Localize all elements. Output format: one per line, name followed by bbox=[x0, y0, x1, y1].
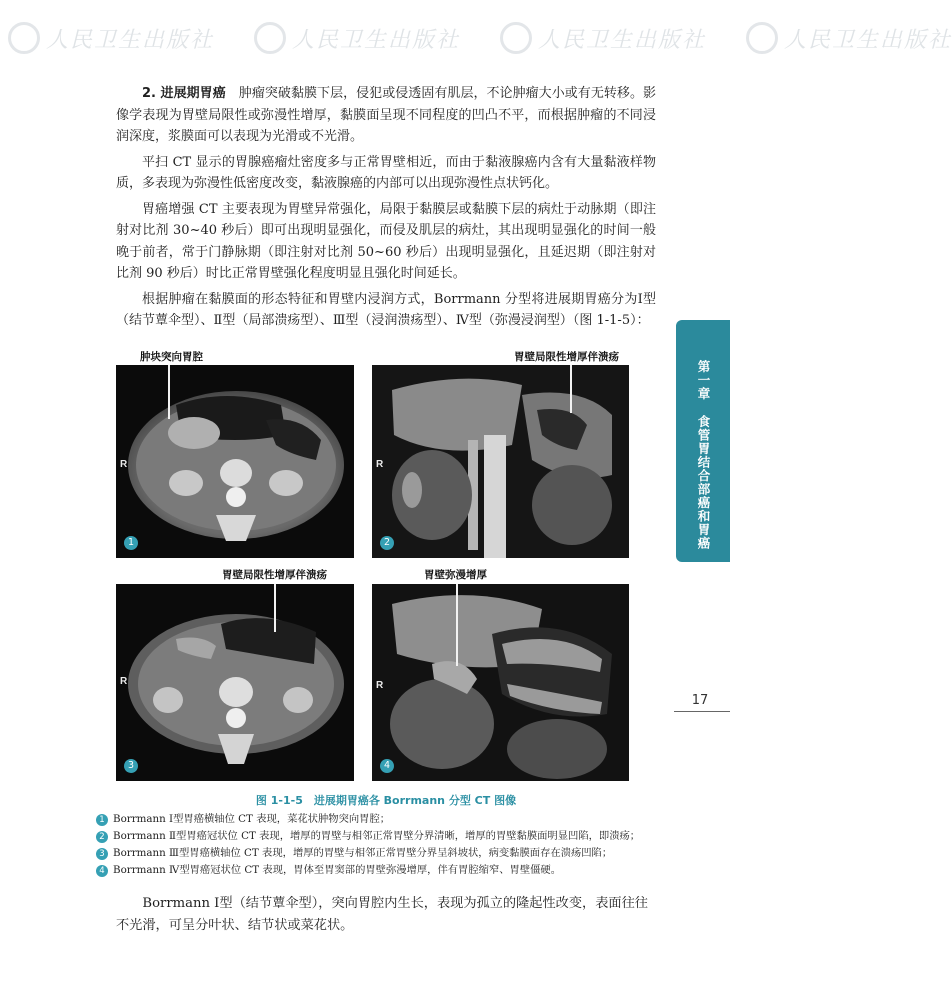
watermark-item: 人民卫生出版社 bbox=[500, 8, 706, 68]
section-body bbox=[116, 83, 656, 332]
legend-item: 4 Borrmann Ⅳ型胃癌冠状位 CT 表现，胃体至胃窦部的胃壁弥漫增厚，伴有胃腔缩窄、胃壁僵硬。 bbox=[96, 862, 656, 879]
watermark-item: 人民卫生出版社 bbox=[8, 8, 214, 68]
watermark-item: 人民卫生出版社 bbox=[254, 8, 460, 68]
legend-number-badge: 2 bbox=[96, 831, 108, 843]
section-body bbox=[116, 893, 656, 937]
paragraph: 胃癌增强 CT 主要表现为胃壁异常强化，局限于黏膜层或黏膜下层的病灶于动脉期（即注射对比剂 30~40 秒后）即可出现明显强化，而侵及肌层的病灶，其出现明显强化的时间一般晚于前者，常于门静脉期（即注射对比剂 50~60 秒后）出现明显强化，且延迟期（即注射对比剂 90 秒后）时比正常胃壁强化程度明显且强化时间延长。 bbox=[116, 201, 656, 281]
annotation-leader-line bbox=[570, 365, 572, 413]
paragraph: 根据肿瘤在黏膜面的形态特征和胃壁内浸润方式，Borrmann 分型将进展期胃癌分为Ⅰ型（结节蕈伞型）、Ⅱ型（局部溃疡型）、Ⅲ型（浸润溃疡型）、Ⅳ型（弥漫浸润型）（图 1-1-5）： bbox=[116, 291, 656, 328]
legend-number-badge: 3 bbox=[96, 848, 108, 860]
chapter-number: 第一章 bbox=[696, 360, 711, 401]
panel-number-badge: 1 bbox=[124, 536, 138, 550]
orientation-marker: R bbox=[120, 676, 128, 687]
legend-number-badge: 1 bbox=[96, 814, 108, 826]
orientation-marker: R bbox=[120, 459, 128, 470]
watermark-item: 人民卫生出版社 bbox=[746, 8, 952, 68]
legend-number-badge: 4 bbox=[96, 865, 108, 877]
orientation-marker: R bbox=[376, 459, 384, 470]
paragraph: Borrmann Ⅰ型（结节蕈伞型），突向胃腔内生长，表现为孤立的隆起性改变，表面往往不光滑，可呈分叶状、结节状或菜花状。 bbox=[116, 896, 648, 933]
ct-image-1 bbox=[116, 365, 354, 558]
coronal-ct-scan bbox=[372, 584, 629, 781]
panel-number-badge: 4 bbox=[380, 759, 394, 773]
ct-image-3 bbox=[116, 584, 354, 781]
panel-number-badge: 3 bbox=[124, 759, 138, 773]
ct-image-4 bbox=[372, 584, 629, 781]
paragraph: 平扫 CT 显示的胃腺癌瘤灶密度多与正常胃壁相近，而由于黏液腺癌内含有大量黏液样物质，多表现为弥漫性低密度改变，黏液腺癌的内部可以出现弥漫性点状钙化。 bbox=[116, 154, 656, 191]
legend-item: 3 Borrmann Ⅲ型胃癌横轴位 CT 表现，增厚的胃壁与相邻正常胃壁分界呈斜坡状，病变黏膜面存在溃疡凹陷； bbox=[96, 845, 656, 862]
legend-item: 2 Borrmann Ⅱ型胃癌冠状位 CT 表现，增厚的胃壁与相邻正常胃壁分界清晰，增厚的胃壁黏膜面明显凹陷，即溃疡； bbox=[96, 828, 656, 845]
figure-annotation: 胃壁弥漫增厚 bbox=[424, 569, 487, 581]
figure-caption-title: 图 1-1-5 进展期胃癌各 Borrmann 分型 CT 图像 bbox=[255, 794, 517, 807]
page-number-rule bbox=[674, 711, 730, 712]
chapter-title: 食管胃结合部癌和胃癌 bbox=[696, 414, 711, 550]
page-number: 17 bbox=[691, 693, 709, 708]
figure-legend bbox=[96, 811, 656, 879]
legend-item: 1 Borrmann Ⅰ型胃癌横轴位 CT 表现，菜花状肿物突向胃腔； bbox=[96, 811, 656, 828]
chapter-tab bbox=[676, 320, 730, 562]
publisher-seal-icon bbox=[8, 22, 40, 54]
section-heading: 2. 进展期胃癌 bbox=[142, 86, 226, 101]
watermark bbox=[0, 8, 952, 68]
publisher-seal-icon bbox=[746, 22, 778, 54]
orientation-marker: R bbox=[376, 680, 384, 691]
annotation-leader-line bbox=[456, 584, 458, 666]
annotation-leader-line bbox=[274, 584, 276, 632]
coronal-ct-scan bbox=[372, 365, 629, 558]
figure-annotation: 肿块突向胃腔 bbox=[140, 351, 203, 363]
annotation-leader-line bbox=[168, 365, 170, 419]
publisher-seal-icon bbox=[254, 22, 286, 54]
axial-ct-scan bbox=[116, 365, 354, 558]
publisher-seal-icon bbox=[500, 22, 532, 54]
figure-annotation: 胃壁局限性增厚伴溃疡 bbox=[222, 569, 327, 581]
panel-number-badge: 2 bbox=[380, 536, 394, 550]
paragraph: 2. 进展期胃癌 肿瘤突破黏膜下层，侵犯或侵透固有肌层，不论肿瘤大小或有无转移。影像学表现为胃壁局限性或弥漫性增厚，黏膜面呈现不同程度的凹凸不平，而根据肿瘤的不同浸润深度，浆膜面可以表现为光滑或不光滑。 bbox=[116, 86, 656, 144]
ct-image-2 bbox=[372, 365, 629, 558]
axial-ct-scan bbox=[116, 584, 354, 781]
figure-annotation: 胃壁局限性增厚伴溃疡 bbox=[514, 351, 619, 363]
